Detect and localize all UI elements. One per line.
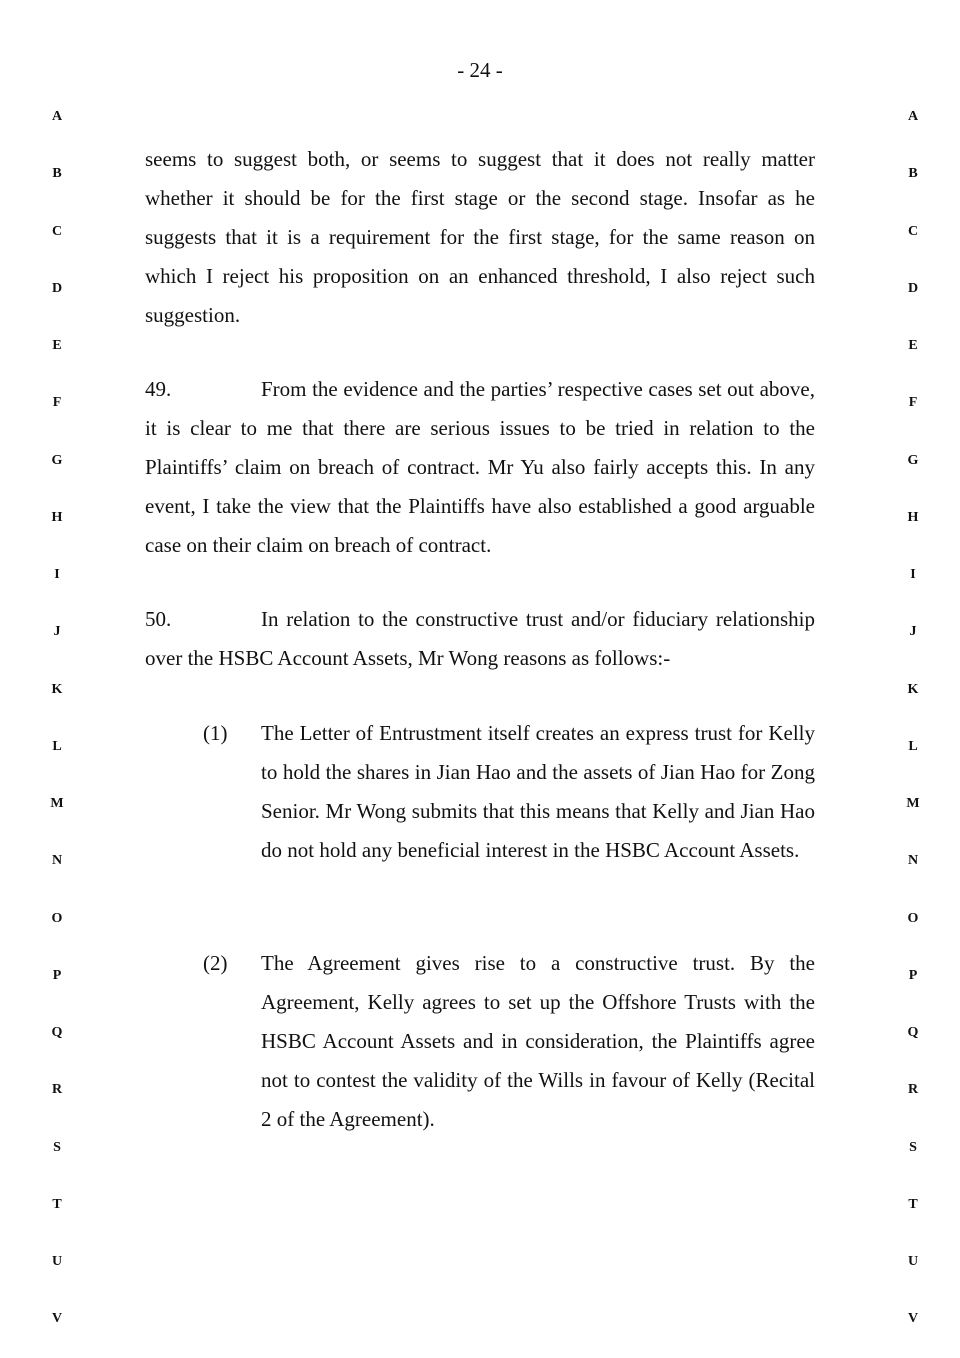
left-margin-letter-d: D xyxy=(51,281,63,296)
right-margin-letter-l: L xyxy=(908,739,918,754)
paragraph-49-text: From the evidence and the parties’ respective cases set out above, it is clear to me that there are serious issues to be tried in relation to the Plaintiffs’ claim on breach of contract. Mr Yu also fairly accepts this. In any event, I take the view that the Plaintiffs have also established a good arguable case on their claim on breach of contract. xyxy=(145,377,815,557)
right-margin-letter-j: J xyxy=(909,624,917,639)
page-number: - 24 - xyxy=(457,58,503,82)
right-margin-letter-b: B xyxy=(908,166,918,181)
left-margin-letter-t: T xyxy=(52,1197,62,1212)
right-margin-letter-a: A xyxy=(907,109,919,124)
left-margin-letter-m: M xyxy=(50,796,64,811)
left-margin-letter-j: J xyxy=(53,624,61,639)
left-margin-letter-a: A xyxy=(51,109,63,124)
right-margin-letter-k: K xyxy=(907,682,919,697)
right-margin-letter-f: F xyxy=(908,395,918,410)
right-margin-letter-u: U xyxy=(907,1254,919,1269)
left-margin-letters xyxy=(42,0,72,1358)
right-margin-letter-h: H xyxy=(907,510,919,525)
left-margin-letter-r: R xyxy=(51,1082,63,1097)
left-margin-letter-o: O xyxy=(51,911,63,926)
left-margin-letter-n: N xyxy=(51,853,63,868)
left-margin-letter-s: S xyxy=(53,1140,61,1155)
right-margin-letter-n: N xyxy=(907,853,919,868)
paragraph-50 xyxy=(145,600,815,678)
left-margin-letter-p: P xyxy=(52,968,62,983)
left-margin-letter-u: U xyxy=(51,1254,63,1269)
right-margin-letter-m: M xyxy=(906,796,920,811)
left-margin-letter-q: Q xyxy=(51,1025,63,1040)
right-margin-letter-v: V xyxy=(907,1311,919,1326)
continuation-paragraph: seems to suggest both, or seems to suggest that it does not really matter whether it should be for the first stage or the second stage. Insofar as he suggests that it is a requirement for the first stage, for the same reason on which I reject his proposition on an enhanced threshold, I also reject such suggestion. xyxy=(145,147,815,327)
left-margin-letter-b: B xyxy=(52,166,62,181)
right-margin-letter-q: Q xyxy=(907,1025,919,1040)
right-margin-letter-e: E xyxy=(908,338,918,353)
left-margin-letter-k: K xyxy=(51,682,63,697)
paragraph-50-text: In relation to the constructive trust and/or fiduciary relationship over the HSBC Account Assets, Mr Wong reasons as follows:- xyxy=(145,607,815,670)
left-margin-letter-i: I xyxy=(54,567,60,582)
right-margin-letter-s: S xyxy=(909,1140,917,1155)
left-margin-letter-h: H xyxy=(51,510,63,525)
left-margin-letter-f: F xyxy=(52,395,62,410)
item-1-number: (1) xyxy=(203,721,228,745)
right-margin-letter-c: C xyxy=(907,224,919,239)
item-2-text: The Agreement gives rise to a constructive trust. By the Agreement, Kelly agrees to set up the Offshore Trusts with the HSBC Account Assets and in consideration, the Plaintiffs agree not to contest the validity of the Wills in favour of Kelly (Recital 2 of the Agreement). xyxy=(261,951,815,1131)
paragraph-50-item-2 xyxy=(145,944,815,1139)
right-margin-letter-o: O xyxy=(907,911,919,926)
right-margin-letter-r: R xyxy=(907,1082,919,1097)
left-margin-letter-e: E xyxy=(52,338,62,353)
right-margin-letter-i: I xyxy=(910,567,916,582)
paragraph-49-number: 49. xyxy=(145,377,172,401)
left-margin-letter-c: C xyxy=(51,224,63,239)
right-margin-letter-p: P xyxy=(908,968,918,983)
right-margin-letter-d: D xyxy=(907,281,919,296)
item-2-number: (2) xyxy=(203,951,228,975)
right-margin-letter-g: G xyxy=(907,453,919,468)
paragraph-50-item-1 xyxy=(145,714,815,870)
right-margin-letters xyxy=(898,0,928,1358)
right-margin-letter-t: T xyxy=(908,1197,918,1212)
left-margin-letter-l: L xyxy=(52,739,62,754)
left-margin-letter-v: V xyxy=(51,1311,63,1326)
paragraph-50-number: 50. xyxy=(145,607,172,631)
left-margin-letter-g: G xyxy=(51,453,63,468)
item-1-text: The Letter of Entrustment itself creates an express trust for Kelly to hold the shares in Jian Hao and the assets of Jian Hao for Zong Senior. Mr Wong submits that this means that Kelly and Jian Hao do not hold any beneficial interest in the HSBC Account Assets. xyxy=(261,721,815,862)
paragraph-49 xyxy=(145,370,815,565)
